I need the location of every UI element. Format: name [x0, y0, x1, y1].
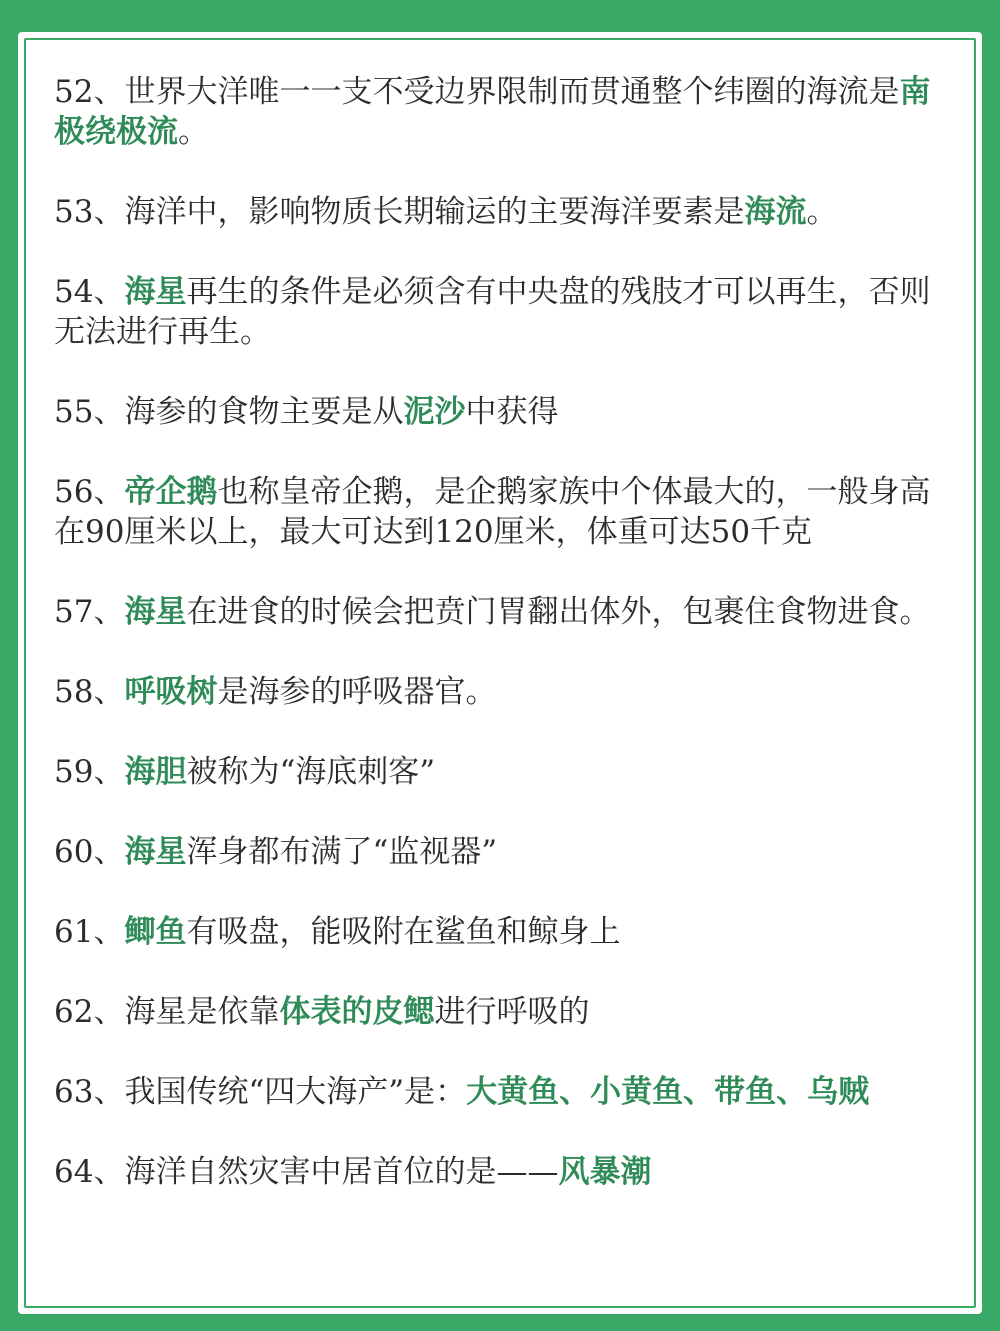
highlight-text: 海胆 — [124, 754, 187, 790]
highlight-text: 海星 — [124, 274, 187, 310]
fact-text: 在进食的时候会把贲门胃翻出体外，包裹住食物进食。 — [186, 594, 931, 630]
fact-text: 53、海洋中，影响物质长期输运的主要海洋要素是 — [54, 194, 745, 230]
highlight-text: 海流 — [744, 194, 807, 230]
fact-item — [54, 472, 944, 552]
highlight-text: 南极绕极流 — [54, 74, 931, 150]
fact-item — [54, 192, 944, 232]
fact-item — [54, 752, 944, 792]
fact-text: 54、 — [54, 274, 125, 310]
highlight-text: 体表的皮鳃 — [279, 994, 435, 1030]
fact-item — [54, 392, 944, 432]
highlight-text: 帝企鹅 — [124, 474, 218, 510]
fact-item — [54, 272, 944, 352]
fact-text: 60、 — [54, 834, 125, 870]
highlight-text: 呼吸树 — [124, 674, 218, 710]
fact-text: 56、 — [54, 474, 125, 510]
fact-text: 有吸盘，能吸附在鲨鱼和鲸身上 — [186, 914, 621, 950]
fact-text: 。 — [178, 114, 209, 150]
fact-text: 63、我国传统“四大海产”是： — [54, 1074, 467, 1110]
fact-text: 59、 — [54, 754, 125, 790]
fact-text: 。 — [806, 194, 838, 230]
fact-item — [54, 832, 944, 872]
fact-text: 浑身都布满了“监视器” — [186, 834, 498, 870]
fact-text: 中获得 — [465, 394, 559, 430]
fact-item — [54, 672, 944, 712]
fact-text: 55、海参的食物主要是从 — [54, 394, 404, 430]
fact-text: 62、海星是依靠 — [54, 994, 280, 1030]
fact-text: 61、 — [54, 914, 125, 950]
highlight-text: 泥沙 — [403, 394, 466, 430]
fact-item — [54, 592, 944, 632]
highlight-text: 海星 — [124, 834, 187, 870]
fact-text: 进行呼吸的 — [434, 994, 590, 1030]
fact-item — [54, 1152, 944, 1192]
fact-item — [54, 72, 944, 152]
fact-text: 57、 — [54, 594, 125, 630]
fact-item — [54, 1072, 944, 1112]
highlight-text: 鲫鱼 — [124, 914, 187, 950]
highlight-text: 大黄鱼、小黄鱼、带鱼、乌贼 — [466, 1074, 870, 1110]
fact-text: 58、 — [54, 674, 125, 710]
fact-list — [54, 72, 944, 1232]
highlight-text: 风暴潮 — [558, 1154, 652, 1190]
fact-text: 被称为“海底刺客” — [186, 754, 436, 790]
fact-item — [54, 992, 944, 1032]
fact-text: 也称皇帝企鹅，是企鹅家族中个体最大的，一般身高在90厘米以上，最大可达到120厘米，体重可达50千克 — [54, 474, 931, 550]
fact-text: 再生的条件是必须含有中央盘的残肢才可以再生，否则无法进行再生。 — [54, 274, 931, 350]
fact-text: 52、世界大洋唯一一支不受边界限制而贯通整个纬圈的海流是 — [54, 74, 900, 110]
fact-text: 64、海洋自然灾害中居首位的是—— — [54, 1154, 559, 1190]
card-frame — [18, 32, 982, 1314]
highlight-text: 海星 — [124, 594, 187, 630]
fact-item — [54, 912, 944, 952]
fact-text: 是海参的呼吸器官。 — [217, 674, 497, 710]
